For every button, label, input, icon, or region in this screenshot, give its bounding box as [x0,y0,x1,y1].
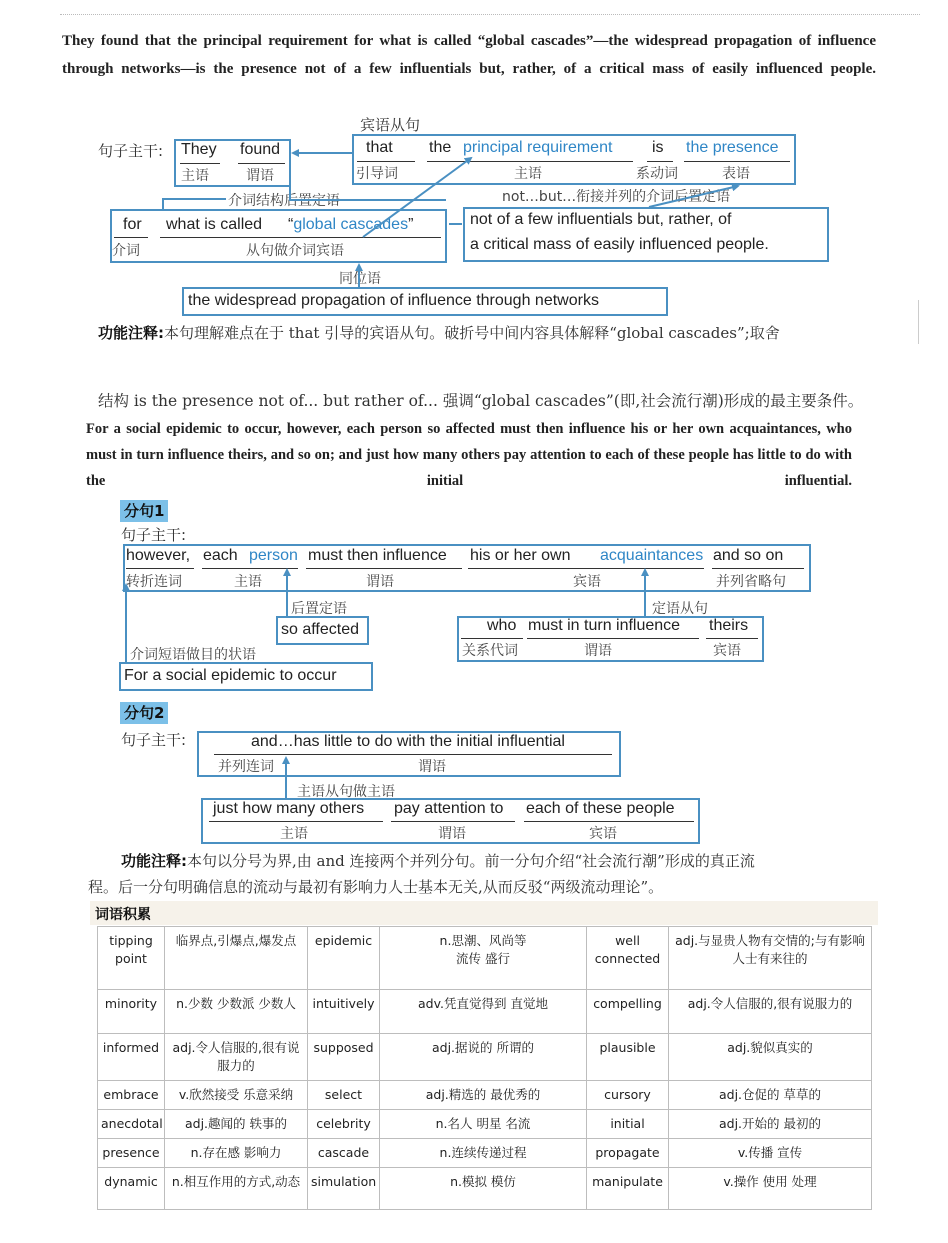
vocab-term: cascade [308,1139,380,1168]
word-global-cascades: “global cascades” [288,216,414,233]
note-2-line-a: 功能注释:本句以分号为界,由 and 连接两个并列分句。前一分句介绍“社会流行潮”形成的真正流 [121,852,755,870]
vocab-definition: n.存在感 影响力 [165,1139,308,1168]
vocab-definition: adj.与显贵人物有交情的;与有影响人士有来往的 [669,927,872,990]
label-predicate-4: 谓语 [418,759,446,775]
vocab-definition: 临界点,引爆点,爆发点 [165,927,308,990]
label-predicate-2: 谓语 [366,574,394,590]
paragraph-1: They found that the principal requirement for what is called “global cascades”—the widespread propagation of influence through networks—is the presence not of a few influentials but, rather, of a critical mass of easily influenced people. [62,33,876,77]
word-must-in-turn-influence: must in turn influence [528,617,681,634]
vocab-definition: adj.貌似真实的 [669,1034,872,1081]
label-subject-2: 主语 [514,166,542,182]
paragraph-2: For a social epidemic to occur, however, each person so affected must then influence his or her own acquaintances, who must in turn influence theirs, and so on; and just how many others pay attention to each of these people has little to do with the initial influential. [86,421,852,489]
label-linking-verb: 系动词 [636,166,678,182]
label-predicate-5: 谓语 [438,826,466,842]
label-main-2: 句子主干: [121,526,187,544]
label-subject-3: 主语 [234,574,262,590]
note-1-label: 功能注释: [98,324,164,342]
label-preposition: 介词 [112,243,140,259]
vocab-term: presence [98,1139,165,1168]
vocab-term: celebrity [308,1110,380,1139]
word-just-how-many: just how many others [213,800,365,817]
note-1-line-b: 结构 is the presence not of... but rather of... 强调“global cascades”(即,社会流行潮)形成的最主要条件。 [98,392,864,410]
vocab-term: well connected [587,927,669,990]
label-coord-conj: 并列连词 [218,759,274,775]
vocab-definition: v.操作 使用 处理 [669,1168,872,1210]
vocab-definition: n.模拟 模仿 [380,1168,587,1210]
word-not-of-line1: not of a few influentials but, rather, of [470,211,732,228]
note-1-line-a: 功能注释:本句理解难点在于 that 引导的宾语从句。破折号中间内容具体解释“global cascades”;取舍 [98,324,780,342]
label-purpose-adverbial: 介词短语做目的状语 [130,647,256,663]
label-relative-clause: 定语从句 [652,601,708,617]
word-so-affected: so affected [281,621,359,638]
word-however: however, [126,547,191,564]
vocab-definition: n.相互作用的方式,动态 [165,1168,308,1210]
table-row [98,990,872,1034]
table-row [98,1081,872,1110]
label-main-3: 句子主干: [121,731,187,749]
word-pay-attention-to: pay attention to [394,800,504,817]
tag-clause-2: 分句2 [120,702,168,724]
word-each: each [203,547,238,564]
label-object-4: 宾语 [589,826,617,842]
label-prep-postmodifier: 介词结构后置定语 [228,193,340,209]
label-coordinate-ellipsis: 并列省略句 [716,574,786,590]
vocab-term: epidemic [308,927,380,990]
label-predicative: 表语 [722,166,750,182]
note-2-label: 功能注释: [121,852,187,870]
vocab-term: anecdotal [98,1110,165,1139]
vocab-term: manipulate [587,1168,669,1210]
label-subject: 主语 [181,168,209,184]
label-object-3: 宾语 [713,643,741,659]
word-not-of-line2: a critical mass of easily influenced people. [470,236,769,253]
table-row [98,1034,872,1081]
word-and-has-little: and…has little to do with the initial influential [251,733,565,750]
word-who: who [487,617,517,634]
label-relative-pronoun: 关系代词 [462,643,518,659]
word-acquaintances: acquaintances [600,547,704,564]
word-must-then-influence: must then influence [308,547,447,564]
label-object-2: 宾语 [573,574,601,590]
label-subject-4: 主语 [280,826,308,842]
label-object-clause: 宾语从句 [360,116,421,134]
word-for: for [123,216,142,233]
table-row [98,927,872,990]
vocab-definition: adv.凭直觉得到 直觉地 [380,990,587,1034]
vocab-term: dynamic [98,1168,165,1210]
vocab-definition: adj.精选的 最优秀的 [380,1081,587,1110]
word-found: found [240,141,281,158]
word-and-so-on: and so on [713,547,784,564]
vocab-term: embrace [98,1081,165,1110]
vocab-definition: n.名人 明星 名流 [380,1110,587,1139]
word-what-is-called: what is called [166,216,263,233]
vocab-term: select [308,1081,380,1110]
word-that: that [366,139,393,156]
word-each-of-these: each of these people [526,800,675,817]
label-clause-as-object: 从句做介词宾语 [246,243,344,259]
vocab-definition: adj.仓促的 草草的 [669,1081,872,1110]
vocab-definition: v.传播 宣传 [669,1139,872,1168]
vocab-definition: adj.令人信服的,很有说服力的 [669,990,872,1034]
word-principal-requirement: principal requirement [463,139,613,156]
label-conj-adv: 转折连词 [126,574,182,590]
vocab-term: propagate [587,1139,669,1168]
label-appositive: 同位语 [339,271,381,287]
vocab-definition: adj.令人信服的,很有说服力的 [165,1034,308,1081]
vocab-definition: n.连续传递过程 [380,1139,587,1168]
word-is: is [652,139,664,156]
word-theirs: theirs [709,617,749,634]
word-the: the [429,139,452,156]
table-row [98,1139,872,1168]
vocab-term: compelling [587,990,669,1034]
vocab-term: initial [587,1110,669,1139]
vocab-table [97,926,872,1210]
vocab-title-bar [90,901,878,925]
word-person: person [249,547,298,564]
vocab-term: supposed [308,1034,380,1081]
note-2-line-b: 程。后一分句明确信息的流动与最初有影响力人士基本无关,从而反驳“两级流动理论”。 [88,878,664,896]
vocab-title: 词语积累 [95,907,151,923]
word-widespread-propagation: the widespread propagation of influence through networks [188,292,599,309]
vocab-term: plausible [587,1034,669,1081]
vocab-definition: adj.开始的 最初的 [669,1110,872,1139]
vocab-term: informed [98,1034,165,1081]
label-notbut-note: not…but…衔接并列的介词后置定语 [502,189,731,205]
vocab-definition: n.思潮、风尚等 流传 盛行 [380,927,587,990]
vocab-term: intuitively [308,990,380,1034]
vocab-term: tipping point [98,927,165,990]
table-row [98,1168,872,1210]
table-row [98,1110,872,1139]
word-they: They [181,141,217,158]
vocab-term: minority [98,990,165,1034]
label-predicate: 谓语 [246,168,274,184]
label-predicate-3: 谓语 [584,643,612,659]
label-main-1: 句子主干: [98,142,164,160]
vocab-definition: adj.据说的 所谓的 [380,1034,587,1081]
label-subject-clause: 主语从句做主语 [297,784,395,800]
tag-clause-1: 分句1 [120,500,168,522]
word-for-social-epidemic: For a social epidemic to occur [124,667,337,684]
label-introducer: 引导词 [356,166,398,182]
vocab-definition: adj.趣闻的 轶事的 [165,1110,308,1139]
vocab-definition: v.欣然接受 乐意采纳 [165,1081,308,1110]
word-the-presence: the presence [686,139,779,156]
word-his-or-her-own: his or her own [470,547,571,564]
vocab-term: cursory [587,1081,669,1110]
vocab-definition: n.少数 少数派 少数人 [165,990,308,1034]
vocab-term: simulation [308,1168,380,1210]
label-postmodifier: 后置定语 [291,601,347,617]
